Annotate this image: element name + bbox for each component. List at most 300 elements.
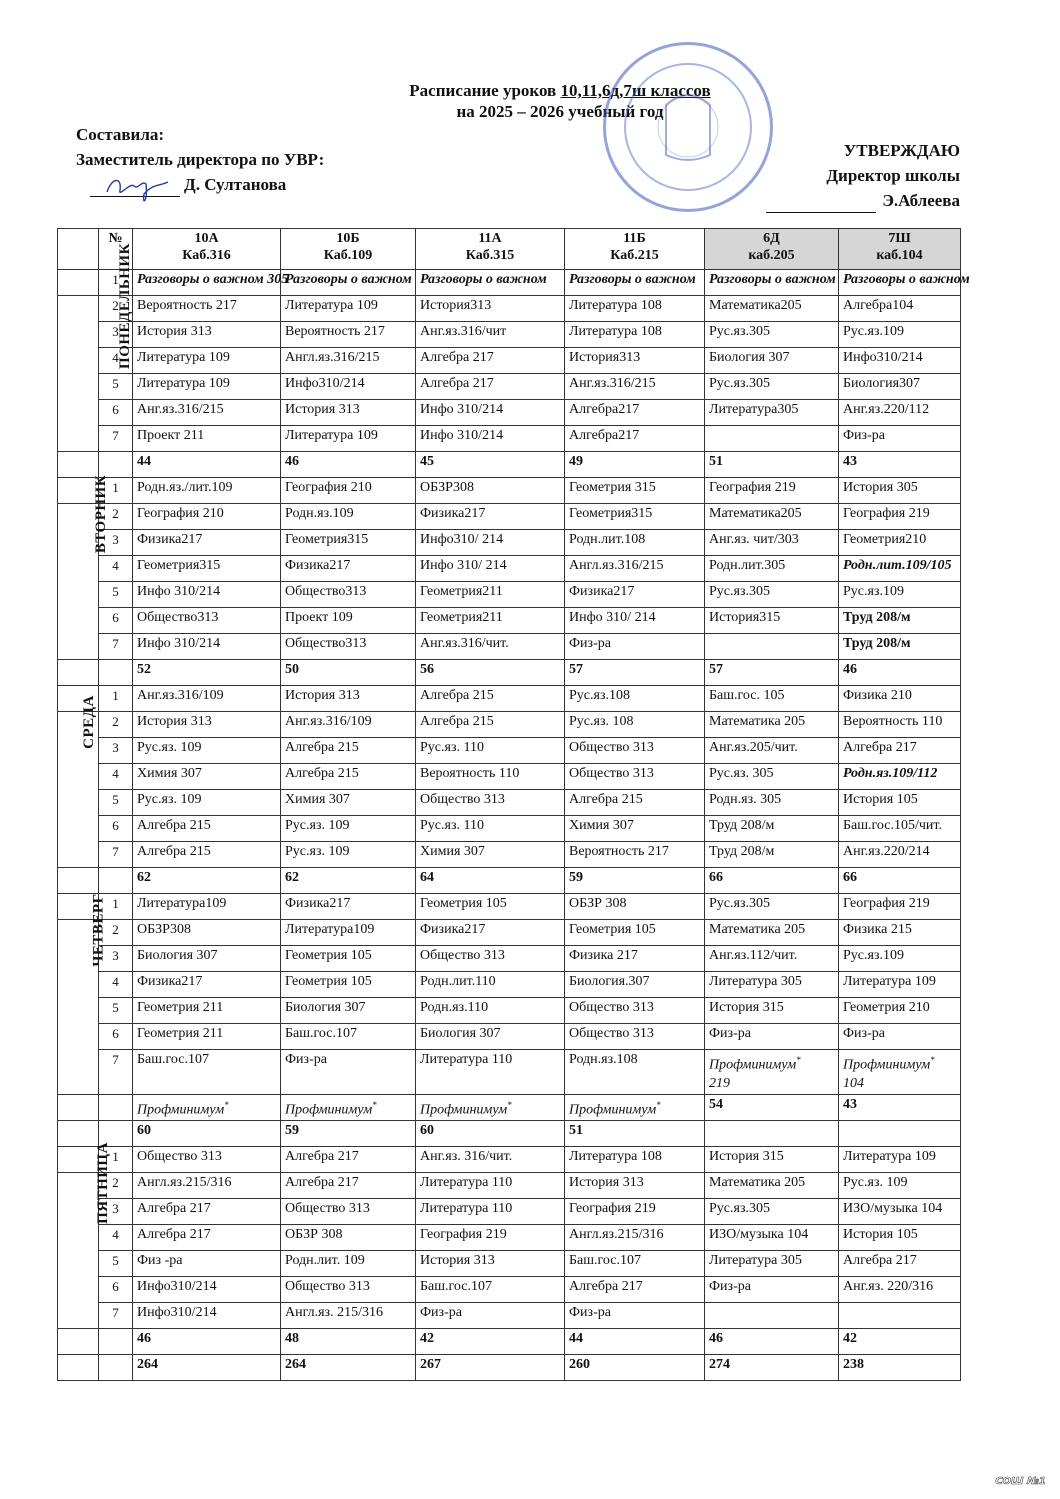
lesson-cell: География 219 [839, 504, 961, 530]
lesson-cell: Общество 313 [565, 1024, 705, 1050]
lesson-cell: Литература 110 [416, 1199, 565, 1225]
lesson-cell: История 315 [705, 998, 839, 1024]
lesson-cell: Физика217 [416, 504, 565, 530]
profminimum-cell [281, 1094, 416, 1121]
lesson-cell: Рус.яз. 108 [565, 712, 705, 738]
day-total-cell: 62 [133, 868, 281, 894]
lesson-row [58, 348, 961, 374]
lesson-number-blank [99, 1094, 133, 1121]
lesson-row [58, 530, 961, 556]
lesson-cell: ОБЗР308 [416, 478, 565, 504]
lesson-cell: Физика217 [281, 556, 416, 582]
lesson-cell: Геометрия315 [133, 556, 281, 582]
lesson-number: 7 [99, 842, 133, 868]
day-total-cell: 57 [565, 660, 705, 686]
lesson-row [58, 1024, 961, 1050]
lesson-cell: Общество 313 [416, 790, 565, 816]
lesson-cell: Физика 215 [839, 920, 961, 946]
lesson-cell: Физика217 [416, 920, 565, 946]
lesson-row [58, 296, 961, 322]
number-header: № [99, 229, 133, 270]
lesson-cell: География 219 [839, 894, 961, 920]
lesson-cell: Разговоры о важном [705, 270, 839, 296]
lesson-cell: Литература 108 [565, 296, 705, 322]
lesson-cell: Биология 307 [133, 946, 281, 972]
day-label-cell [58, 893, 107, 1095]
compiler-signature [90, 178, 180, 197]
lesson-cell: Инфо 310/214 [416, 400, 565, 426]
day-total-cell: 56 [416, 660, 565, 686]
lesson-cell: ИЗО/музыка 104 [839, 1199, 961, 1225]
lesson-cell: Инфо 310/214 [133, 634, 281, 660]
lesson-cell: Литература109 [281, 920, 416, 946]
lesson-cell: География 219 [705, 478, 839, 504]
lesson-row [58, 1277, 961, 1303]
lesson-row [58, 634, 961, 660]
class-header-11a: 11А Каб.315 [416, 229, 565, 270]
day-total-row [58, 452, 961, 478]
total-cell: 43 [839, 1094, 961, 1121]
day-total-cell: 60 [133, 1121, 281, 1147]
lesson-number: 7 [99, 1050, 133, 1095]
lesson-cell: Рус.яз. 110 [416, 816, 565, 842]
lesson-cell: Математика 205 [705, 1173, 839, 1199]
lesson-cell: Родн.яз. 305 [705, 790, 839, 816]
lesson-cell: Вероятность 217 [281, 322, 416, 348]
lesson-cell: Биология 307 [705, 348, 839, 374]
lesson-cell: История 105 [839, 1225, 961, 1251]
lesson-cell: Анг.яз.316/215 [133, 400, 281, 426]
lesson-cell: Инфо310/214 [839, 348, 961, 374]
lesson-cell: Геометрия 211 [133, 998, 281, 1024]
lesson-cell: Литература109 [133, 894, 281, 920]
lesson-row [58, 478, 961, 504]
day-total-cell: 60 [416, 1121, 565, 1147]
lesson-number: 1 [99, 478, 133, 504]
lesson-number-blank [99, 1329, 133, 1355]
lesson-cell: Физика217 [133, 530, 281, 556]
lesson-cell: История 315 [705, 1147, 839, 1173]
lesson-cell: Общество 313 [133, 1147, 281, 1173]
lesson-cell: Алгебра 217 [416, 374, 565, 400]
lesson-number: 6 [99, 1024, 133, 1050]
lesson-cell: ОБЗР 308 [281, 1225, 416, 1251]
lesson-cell: Рус.яз. 110 [416, 738, 565, 764]
lesson-cell [705, 634, 839, 660]
lesson-number: 1 [99, 1147, 133, 1173]
lesson-number: 1 [99, 686, 133, 712]
lesson-number-blank [99, 1355, 133, 1381]
lesson-number: 6 [99, 400, 133, 426]
lesson-cell: Физ-ра [565, 1303, 705, 1329]
day-total-cell: 43 [839, 452, 961, 478]
lesson-number: 3 [99, 530, 133, 556]
lesson-cell: Геометрия211 [416, 608, 565, 634]
lesson-cell: Литература 109 [281, 296, 416, 322]
lesson-cell: Баш.гос.105/чит. [839, 816, 961, 842]
compiled-label: Составила: [76, 125, 165, 144]
lesson-number: 2 [99, 920, 133, 946]
profminimum-row [58, 1094, 961, 1121]
lesson-cell: Англ.яз.215/316 [133, 1173, 281, 1199]
day-label: СРЕДА [80, 695, 97, 749]
day-total-cell: 46 [281, 452, 416, 478]
lesson-cell: Литература 108 [565, 1147, 705, 1173]
lesson-cell: Литература 109 [281, 426, 416, 452]
lesson-cell: Общество 313 [281, 1277, 416, 1303]
lesson-cell: История 313 [565, 1173, 705, 1199]
day-total-cell: 66 [839, 868, 961, 894]
lesson-number: 5 [99, 790, 133, 816]
lesson-row [58, 894, 961, 920]
lesson-cell: История 313 [281, 400, 416, 426]
day-total-cell: 44 [565, 1329, 705, 1355]
lesson-cell: Рус.яз.305 [705, 894, 839, 920]
day-total-cell: 62 [281, 868, 416, 894]
lesson-cell: Геометрия 105 [281, 972, 416, 998]
grand-total-cell: 238 [839, 1355, 961, 1381]
lesson-cell: Общество 313 [281, 1199, 416, 1225]
lesson-cell: Физика 210 [839, 686, 961, 712]
lesson-row [58, 1225, 961, 1251]
lesson-cell: Родн.лит.108 [565, 530, 705, 556]
day-cell-blank [58, 270, 99, 296]
lesson-cell [839, 1303, 961, 1329]
lesson-cell: Математика205 [705, 296, 839, 322]
lesson-number: 6 [99, 1277, 133, 1303]
lesson-cell: Родн.лит.305 [705, 556, 839, 582]
lesson-cell: Литература 109 [839, 972, 961, 998]
lesson-row [58, 686, 961, 712]
lesson-cell: Алгебра 215 [281, 764, 416, 790]
lesson-row [58, 504, 961, 530]
lesson-cell: Рус.яз.305 [705, 582, 839, 608]
day-total-cell: 44 [133, 452, 281, 478]
lesson-number: 3 [99, 946, 133, 972]
lesson-cell: Физ-ра [281, 1050, 416, 1095]
lesson-row [58, 712, 961, 738]
profminimum-label: Профминимум [420, 1102, 508, 1118]
lesson-cell: Рус.яз. 305 [705, 764, 839, 790]
title-prefix: Расписание уроков [409, 81, 561, 100]
lesson-cell: Разговоры о важном [839, 270, 961, 296]
lesson-cell: Англ.яз.316/215 [281, 348, 416, 374]
lesson-cell: Алгебра 215 [565, 790, 705, 816]
lesson-cell: Алгебра 215 [133, 842, 281, 868]
compiler-position: Заместитель директора по УВР: [76, 150, 325, 169]
lesson-cell: Литература 305 [705, 972, 839, 998]
lesson-cell: Физ-ра [839, 1024, 961, 1050]
class-header-11b: 11Б Каб.215 [565, 229, 705, 270]
lesson-cell: История 313 [416, 1251, 565, 1277]
lesson-cell: Алгебра 215 [133, 816, 281, 842]
footnote-mark: * [656, 1099, 661, 1110]
lesson-cell: Родн.лит.110 [416, 972, 565, 998]
lesson-cell: Рус.яз.109 [839, 582, 961, 608]
lesson-cell: Вероятность 217 [133, 296, 281, 322]
day-total-cell: 59 [281, 1121, 416, 1147]
day-total-row [58, 1121, 961, 1147]
lesson-cell: Литература 305 [705, 1251, 839, 1277]
lesson-cell: Англ.яз.316/215 [565, 556, 705, 582]
lesson-number: 7 [99, 426, 133, 452]
grand-total-row [58, 1355, 961, 1381]
lesson-cell: ОБЗР308 [133, 920, 281, 946]
lesson-row [58, 556, 961, 582]
lesson-number: 2 [99, 504, 133, 530]
lesson-cell: Анг.яз.112/чит. [705, 946, 839, 972]
lesson-cell: История313 [565, 348, 705, 374]
lesson-cell: Алгебра 215 [416, 712, 565, 738]
lesson-cell: Геометрия 105 [281, 946, 416, 972]
footnote-mark: * [796, 1055, 801, 1065]
lesson-cell: Труд 208/м [839, 634, 961, 660]
lesson-cell: Баш.гос.107 [133, 1050, 281, 1095]
lesson-cell: Англ.яз. 215/316 [281, 1303, 416, 1329]
profminimum-label: Профминимум [843, 1057, 931, 1073]
day-total-cell: 59 [565, 868, 705, 894]
lesson-cell: Родн.лит. 109 [281, 1251, 416, 1277]
lesson-number: 3 [99, 1199, 133, 1225]
day-cell-blank [58, 1121, 99, 1147]
grand-total-cell: 274 [705, 1355, 839, 1381]
approve-label: УТВЕРЖДАЮ [843, 141, 960, 160]
day-cell-blank [58, 1094, 99, 1121]
day-total-cell: 46 [839, 660, 961, 686]
lesson-cell: Рус.яз. 109 [133, 738, 281, 764]
lesson-row [58, 322, 961, 348]
lesson-number: 2 [99, 712, 133, 738]
lesson-cell: Рус.яз. 109 [281, 842, 416, 868]
class-header-10a: 10А Каб.316 [133, 229, 281, 270]
lesson-row [58, 1050, 961, 1095]
day-cell-blank [58, 868, 99, 894]
day-label: ВТОРНИК [93, 474, 110, 554]
lesson-number-blank [99, 452, 133, 478]
lesson-number: 4 [99, 556, 133, 582]
day-total-cell: 50 [281, 660, 416, 686]
lesson-cell: Проект 211 [133, 426, 281, 452]
grand-total-cell: 264 [133, 1355, 281, 1381]
lesson-cell: Анг.яз.316/215 [565, 374, 705, 400]
footnote-mark: * [507, 1099, 512, 1110]
lesson-row [58, 1251, 961, 1277]
lesson-cell: Биология 307 [416, 1024, 565, 1050]
day-cell-blank [58, 660, 99, 686]
lesson-cell: Химия 307 [281, 790, 416, 816]
lesson-cell: Общество 313 [565, 738, 705, 764]
lesson-cell: Рус.яз.108 [565, 686, 705, 712]
lesson-cell [839, 1050, 961, 1095]
lesson-cell: Алгебра 217 [133, 1225, 281, 1251]
lesson-row [58, 816, 961, 842]
class-header-6d: 6Д каб.205 [705, 229, 839, 270]
lesson-cell: Инфо310/214 [133, 1277, 281, 1303]
lesson-cell: Рус.яз.305 [705, 374, 839, 400]
day-label-cell [58, 243, 133, 452]
day-label: ПОНЕДЕЛЬНИК [116, 243, 133, 369]
lesson-cell: Биология 307 [281, 998, 416, 1024]
lesson-cell: Физ-ра [565, 634, 705, 660]
lesson-cell: Химия 307 [416, 842, 565, 868]
lesson-cell: Рус.яз. 109 [839, 1173, 961, 1199]
lesson-cell: Рус.яз. 109 [281, 816, 416, 842]
lesson-cell: Алгебра 217 [839, 1251, 961, 1277]
lesson-cell: Физика217 [281, 894, 416, 920]
lesson-cell: ИЗО/музыка 104 [705, 1225, 839, 1251]
lesson-cell: Литература305 [705, 400, 839, 426]
lesson-row [58, 920, 961, 946]
lesson-cell: Физ-ра [705, 1277, 839, 1303]
lesson-cell: Алгебра 217 [416, 348, 565, 374]
lesson-cell: Инфо 310/ 214 [416, 556, 565, 582]
lesson-cell: Литература 109 [133, 348, 281, 374]
lesson-cell: Инфо310/ 214 [416, 530, 565, 556]
lesson-cell: Физ-ра [416, 1303, 565, 1329]
lesson-cell: Физика217 [565, 582, 705, 608]
lesson-cell: Анг.яз. 220/316 [839, 1277, 961, 1303]
lesson-cell: Физ -ра [133, 1251, 281, 1277]
lesson-row [58, 842, 961, 868]
lesson-row [58, 764, 961, 790]
lesson-cell: Проект 109 [281, 608, 416, 634]
title-year: на 2025 – 2026 учебный год [456, 102, 664, 121]
day-total-cell: 42 [416, 1329, 565, 1355]
approval-block [766, 138, 960, 213]
lesson-cell: Баш.гос.107 [281, 1024, 416, 1050]
lesson-number: 3 [99, 322, 133, 348]
lesson-cell: География 210 [133, 504, 281, 530]
lesson-cell: Математика 205 [705, 920, 839, 946]
lesson-number: 4 [99, 1225, 133, 1251]
lesson-cell: Общество 313 [416, 946, 565, 972]
lesson-cell: История 313 [281, 686, 416, 712]
lesson-cell: Общество 313 [565, 998, 705, 1024]
header-row [58, 229, 961, 270]
lesson-number: 4 [99, 764, 133, 790]
lesson-cell: Вероятность 110 [416, 764, 565, 790]
lesson-row [58, 790, 961, 816]
room-number: 104 [843, 1075, 864, 1091]
lesson-cell: Анг.яз.220/112 [839, 400, 961, 426]
profminimum-cell [133, 1094, 281, 1121]
lesson-number: 7 [99, 634, 133, 660]
lesson-number-blank [99, 660, 133, 686]
lesson-cell: Баш.гос. 105 [705, 686, 839, 712]
lesson-row [58, 1147, 961, 1173]
lesson-number-blank [99, 868, 133, 894]
grand-total-cell: 264 [281, 1355, 416, 1381]
lesson-cell: Анг.яз.205/чит. [705, 738, 839, 764]
title-classes: 10,11,6д,7ш классов [560, 81, 711, 100]
stamp-emblem-icon [606, 45, 770, 209]
day-total-cell: 52 [133, 660, 281, 686]
lesson-row [58, 426, 961, 452]
day-total-row [58, 868, 961, 894]
lesson-cell: Рус.яз.305 [705, 1199, 839, 1225]
lesson-cell: География 210 [281, 478, 416, 504]
lesson-row [58, 1303, 961, 1329]
lesson-cell: Литература 110 [416, 1050, 565, 1095]
lesson-cell: Анг.яз.316/чит [416, 322, 565, 348]
day-total-cell: 64 [416, 868, 565, 894]
class-header-7sh: 7Ш каб.104 [839, 229, 961, 270]
day-label-cell [58, 695, 99, 868]
day-total-cell: 45 [416, 452, 565, 478]
lesson-cell: Геометрия 211 [133, 1024, 281, 1050]
lesson-cell: Литература 110 [416, 1173, 565, 1199]
lesson-cell: Баш.гос.107 [565, 1251, 705, 1277]
lesson-cell: Алгебра104 [839, 296, 961, 322]
lesson-cell: История313 [416, 296, 565, 322]
lesson-number: 5 [99, 998, 133, 1024]
lesson-row [58, 946, 961, 972]
lesson-cell: Инфо310/214 [133, 1303, 281, 1329]
lesson-row [58, 400, 961, 426]
lesson-number: 6 [99, 608, 133, 634]
lesson-number: 2 [99, 1173, 133, 1199]
lesson-cell: Физика217 [133, 972, 281, 998]
lesson-cell: Анг.яз.316/109 [281, 712, 416, 738]
lesson-cell: Баш.гос.107 [416, 1277, 565, 1303]
lesson-number: 5 [99, 582, 133, 608]
lesson-cell: Рус.яз.109 [839, 946, 961, 972]
footnote-mark: * [372, 1099, 377, 1110]
day-label-cell [58, 474, 110, 660]
lesson-row [58, 972, 961, 998]
lesson-cell [705, 1050, 839, 1095]
day-cell-blank [58, 1355, 99, 1381]
lesson-cell: Рус.яз. 109 [133, 790, 281, 816]
lesson-cell: Алгебра 215 [281, 738, 416, 764]
lesson-number: 4 [99, 348, 133, 374]
lesson-cell: Геометрия 105 [565, 920, 705, 946]
approver-position: Директор школы [826, 166, 960, 185]
lesson-row [58, 270, 961, 296]
lesson-cell: Вероятность 110 [839, 712, 961, 738]
total-cell: 54 [705, 1094, 839, 1121]
lesson-cell: Литература 109 [839, 1147, 961, 1173]
footnote-mark: * [224, 1099, 229, 1110]
lesson-cell: Геометрия211 [416, 582, 565, 608]
lesson-cell: География 219 [565, 1199, 705, 1225]
day-total-cell: 57 [705, 660, 839, 686]
lesson-number: 7 [99, 1303, 133, 1329]
lesson-cell: Алгебра 217 [281, 1147, 416, 1173]
day-total-cell [705, 1121, 839, 1147]
lesson-cell: ОБЗР 308 [565, 894, 705, 920]
lesson-cell [705, 426, 839, 452]
lesson-cell: Геометрия210 [839, 530, 961, 556]
day-label: ПЯТНИЦА [94, 1142, 111, 1225]
room-number: 219 [709, 1075, 730, 1091]
approver-name: Э.Аблеева [882, 191, 960, 210]
day-total-row [58, 1329, 961, 1355]
profminimum-cell [416, 1094, 565, 1121]
lesson-cell: Инфо 310/ 214 [565, 608, 705, 634]
lesson-cell: Алгебра 217 [133, 1199, 281, 1225]
day-total-cell: 51 [705, 452, 839, 478]
lesson-cell: Рус.яз.305 [705, 322, 839, 348]
lesson-cell: Алгебра 217 [281, 1173, 416, 1199]
day-total-cell: 48 [281, 1329, 416, 1355]
grand-total-cell: 267 [416, 1355, 565, 1381]
day-total-cell: 51 [565, 1121, 705, 1147]
signature-scribble-icon [102, 172, 172, 202]
lesson-cell: Анг.яз. 316/чит. [416, 1147, 565, 1173]
lesson-cell: История 313 [133, 712, 281, 738]
day-total-cell: 49 [565, 452, 705, 478]
